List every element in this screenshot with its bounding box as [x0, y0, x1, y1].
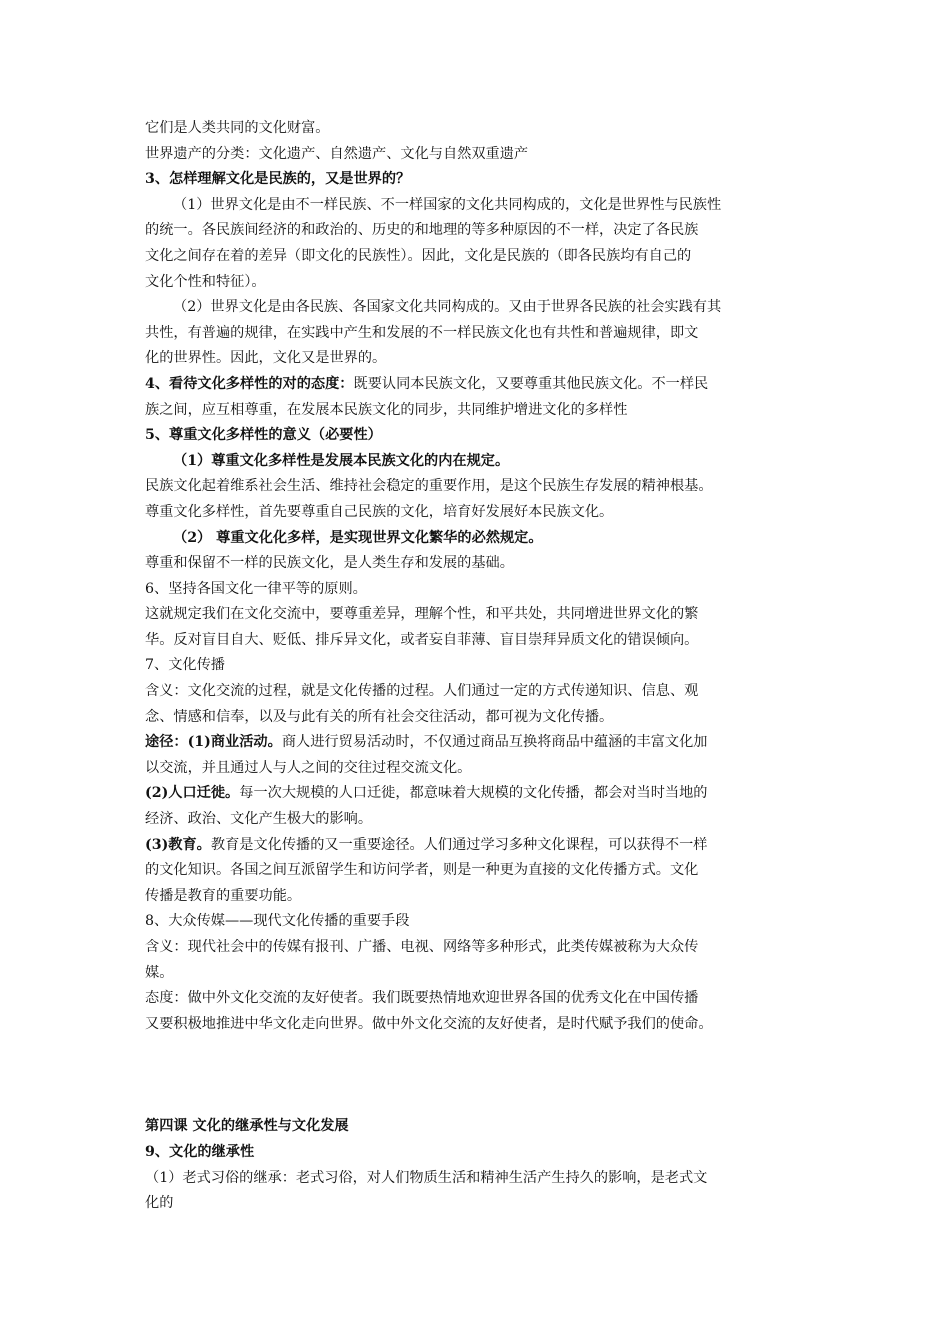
text-line: 媒。 — [145, 964, 174, 981]
text-line: 文化个性和特征）。 — [145, 273, 266, 290]
text-line: 这就规定我们在文化交流中，要尊重差异，理解个性，和平共处，共同增进世界文化的繁 — [145, 606, 699, 623]
text-line: 态度：做中外文化交流的友好使者。我们既要热情地欢迎世界各国的优秀文化在中国传播 — [145, 990, 699, 1007]
text-line: 文化之间存在着的差异（即文化的民族性）。因此，文化是民族的（即各民族均有自己的 — [145, 247, 692, 264]
text-line: 途径：(1)商业活动。商人进行贸易活动时，不仅通过商品互换将商品中蕴涵的丰富文化加 — [145, 734, 708, 751]
text-line: (2)人口迁徙。每一次大规模的人口迁徙，都意味着大规模的文化传播，都会对当时当地的 — [145, 785, 708, 802]
text-line: 民族文化起着维系社会生活、维持社会稳定的重要作用，是这个民族生存发展的精神根基。 — [145, 478, 713, 495]
heading-4: 4、看待文化多样性的对的态度：既要认同本民族文化，又要尊重其他民族文化。不一样民 — [145, 375, 709, 392]
heading-5: 5、尊重文化多样性的意义（必要性） — [145, 427, 382, 444]
text-line: 的统一。各民族间经济的和政治的、历史的和地理的等多种原因的不一样，决定了各民族 — [145, 222, 699, 239]
text-line: （1）老式习俗的继承：老式习俗，对人们物质生活和精神生活产生持久的影响，是老式文 — [145, 1169, 708, 1186]
text-line: 经济、政治、文化产生极大的影响。 — [145, 811, 373, 828]
subheading: （1）尊重文化多样性是发展本民族文化的内在规定。 — [173, 452, 510, 469]
text-line: 的文化知识。各国之间互派留学生和访问学者，则是一种更为直接的文化传播方式。文化 — [145, 862, 699, 879]
text-line: 7、文化传播 — [145, 657, 225, 674]
text-line: 族之间，应互相尊重，在发展本民族文化的同步，共同维护增进文化的多样性 — [145, 401, 628, 418]
lesson-heading: 第四课 文化的继承性与文化发展 — [145, 1118, 349, 1135]
text-line: 尊重和保留不一样的民族文化，是人类生存和发展的基础。 — [145, 555, 514, 572]
text-line: 共性，有普遍的规律，在实践中产生和发展的不一样民族文化也有共性和普遍规律，即文 — [145, 324, 699, 341]
text-line: 世界遗产的分类：文化遗产、自然遗产、文化与自然双重遗产 — [145, 145, 529, 162]
document-page — [145, 116, 807, 1217]
text-line: 化的世界性。因此，文化又是世界的。 — [145, 350, 387, 367]
text-line: 以交流，并且通过人与人之间的交往过程交流文化。 — [145, 759, 472, 776]
heading-9: 9、文化的继承性 — [145, 1143, 255, 1160]
text-line: (3)教育。教育是文化传播的又一重要途径。人们通过学习多种文化课程，可以获得不一样 — [145, 836, 708, 853]
text-line: 又要积极地推进中华文化走向世界。做中外文化交流的友好使者，是时代赋予我们的使命。 — [145, 1015, 713, 1032]
text-line: 6、坚持各国文化一律平等的原则。 — [145, 580, 367, 597]
subheading: （2） 尊重文化化多样，是实现世界文化繁华的必然规定。 — [173, 529, 543, 546]
text-line: （1）世界文化是由不一样民族、不一样国家的文化共同构成的，文化是世界性与民族性 — [173, 196, 722, 213]
section-gap — [145, 1037, 807, 1114]
text-line: 8、大众传媒——现代文化传播的重要手段 — [145, 913, 410, 930]
text-line: 念、情感和信奉，以及与此有关的所有社会交往活动，都可视为文化传播。 — [145, 708, 614, 725]
text-line: 含义：现代社会中的传媒有报刊、广播、电视、网络等多种形式，此类传媒被称为大众传 — [145, 939, 699, 955]
text-line: （2）世界文化是由各民族、各国家文化共同构成的。又由于世界各民族的社会实践有其 — [173, 299, 722, 316]
text-line: 尊重文化多样性，首先要尊重自己民族的文化，培育好发展好本民族文化。 — [145, 503, 614, 520]
text-line: 华。反对盲目自大、贬低、排斥异文化，或者妄自菲薄、盲目崇拜异质文化的错误倾向。 — [145, 631, 699, 648]
heading-3: 3、怎样理解文化是民族的，又是世界的？ — [145, 171, 411, 188]
text-line: 含义：文化交流的过程，就是文化传播的过程。人们通过一定的方式传递知识、信息、观 — [145, 683, 699, 700]
text-line: 化的 — [145, 1195, 174, 1212]
text-line: 它们是人类共同的文化财富。 — [145, 120, 330, 136]
text-line: 传播是教育的重要功能。 — [145, 887, 302, 904]
